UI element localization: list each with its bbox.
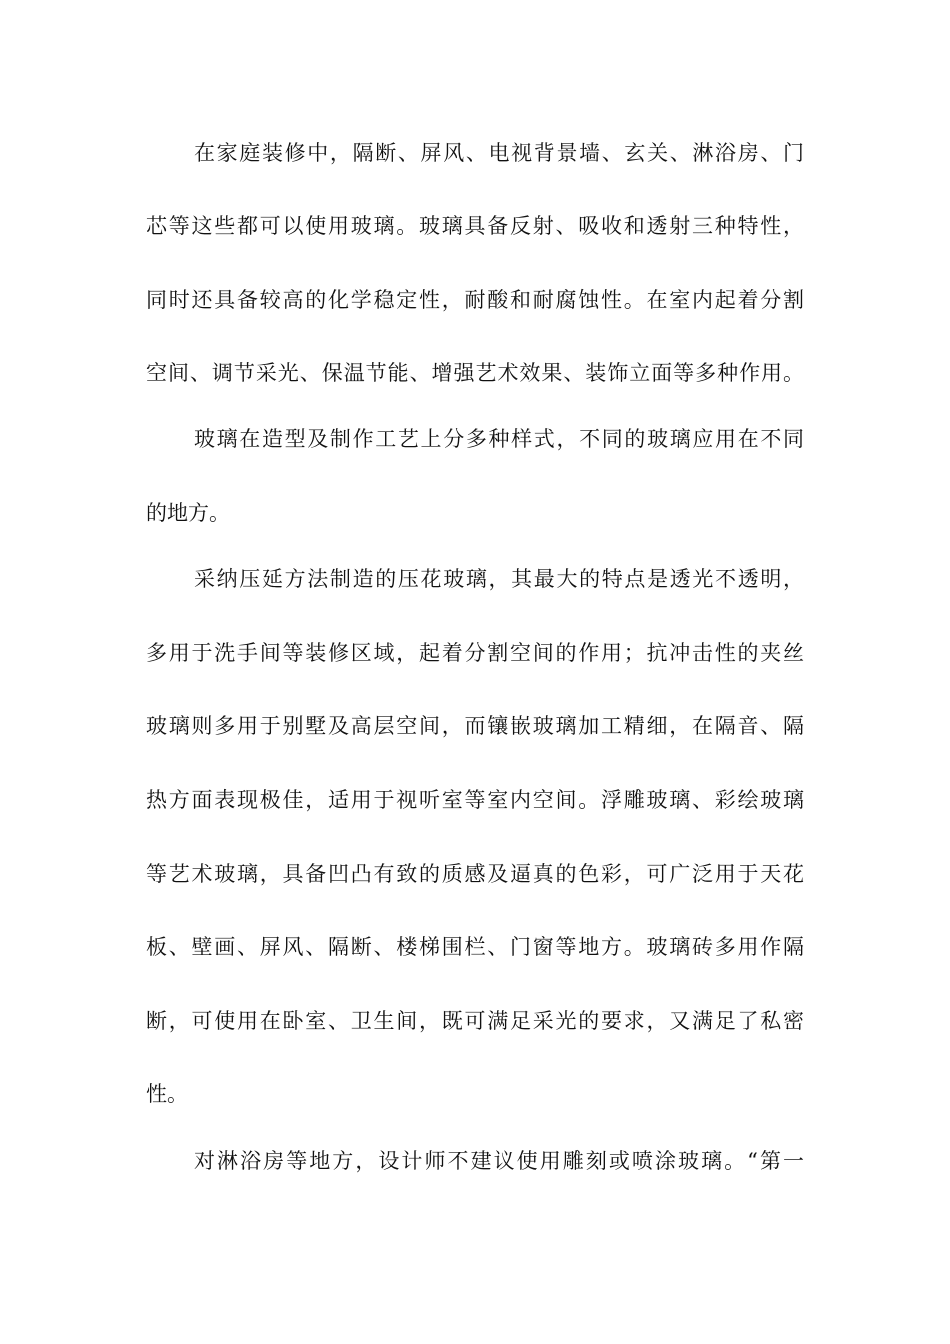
paragraph-1-line-3: 同时还具备较高的化学稳定性，耐酸和耐腐蚀性。在室内起着分割 [146,288,804,312]
paragraph-3-line-2: 多用于洗手间等装修区域，起着分割空间的作用；抗冲击性的夹丝 [146,641,804,665]
paragraph-3-line-7: 断，可使用在卧室、卫生间，既可满足采光的要求，又满足了私密 [146,1009,804,1033]
paragraph-2-line-2: 的地方。 [146,501,230,525]
paragraph-4-line-1: 对淋浴房等地方，设计师不建议使用雕刻或喷涂玻璃。“第一 [194,1149,804,1173]
paragraph-3-line-8: 性。 [146,1082,188,1106]
paragraph-1-line-2: 芯等这些都可以使用玻璃。玻璃具备反射、吸收和透射三种特性， [146,214,804,238]
paragraph-3-line-5: 等艺术玻璃，具备凹凸有致的质感及逼真的色彩，可广泛用于天花 [146,862,804,886]
paragraph-3-line-3: 玻璃则多用于别墅及高层空间，而镶嵌玻璃加工精细，在隔音、隔 [146,714,804,738]
paragraph-3-line-1: 采纳压延方法制造的压花玻璃，其最大的特点是透光不透明， [194,567,804,591]
paragraph-1-line-4: 空间、调节采光、保温节能、增强艺术效果、装饰立面等多种作用。 [146,361,804,385]
paragraph-3-line-6: 板、壁画、屏风、隔断、楼梯围栏、门窗等地方。玻璃砖多用作隔 [146,935,804,959]
paragraph-2-line-1: 玻璃在造型及制作工艺上分多种样式，不同的玻璃应用在不同 [194,427,804,451]
paragraph-1-line-1: 在家庭装修中，隔断、屏风、电视背景墙、玄关、淋浴房、门 [194,141,804,165]
paragraph-3-line-4: 热方面表现极佳，适用于视听室等室内空间。浮雕玻璃、彩绘玻璃 [146,788,804,812]
